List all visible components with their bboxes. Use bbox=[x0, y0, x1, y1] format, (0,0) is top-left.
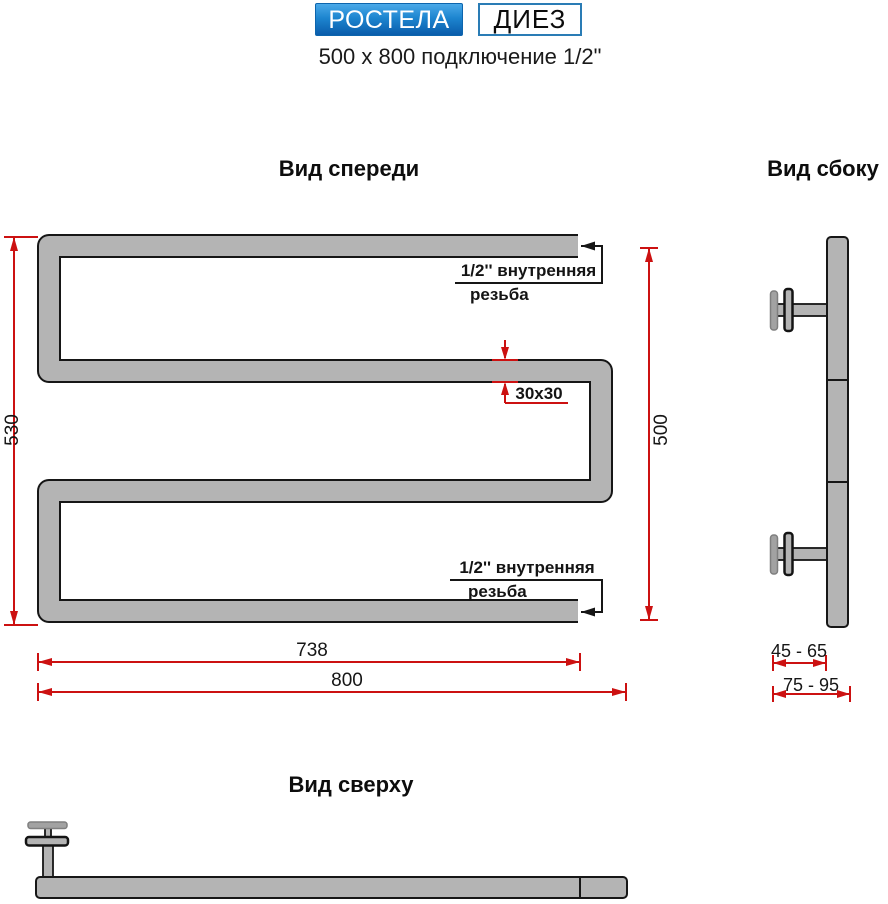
side-view-drawing bbox=[771, 237, 849, 627]
dimension-45-65-label: 45 - 65 bbox=[770, 641, 828, 661]
top-wall-plate bbox=[28, 822, 67, 829]
side-flange-top bbox=[785, 289, 793, 331]
dimension-75-95-label: 75 - 95 bbox=[782, 675, 840, 695]
side-wall-plate-top bbox=[771, 291, 778, 330]
side-view-title: Вид сбоку bbox=[767, 156, 879, 181]
brand-logo-primary: РОСТЕЛА bbox=[315, 3, 463, 36]
dimension-800-label: 800 bbox=[331, 670, 363, 691]
dimension-530-label: 530 bbox=[2, 414, 23, 446]
top-view-drawing bbox=[26, 822, 627, 898]
top-view-title: Вид сверху bbox=[288, 772, 414, 797]
thread-label-top-line2: резьба bbox=[470, 285, 529, 304]
top-rail-bar bbox=[36, 877, 627, 898]
tube-profile-label: 30x30 bbox=[515, 384, 563, 403]
top-bracket-stem bbox=[43, 844, 53, 880]
dimension-738-label: 738 bbox=[296, 640, 328, 661]
thread-label-bottom-line2: резьба bbox=[468, 582, 527, 601]
dimension-500-label: 500 bbox=[651, 414, 672, 446]
thread-label-top-line1: 1/2'' внутренняя bbox=[460, 261, 597, 280]
front-view-title: Вид спереди bbox=[278, 156, 420, 181]
side-flange-bottom bbox=[785, 533, 793, 575]
side-wall-plate-bottom bbox=[771, 535, 778, 574]
thread-label-bottom-line1: 1/2'' внутренняя bbox=[459, 558, 595, 577]
top-flange bbox=[26, 837, 68, 846]
model-subtitle: 500 x 800 подключение 1/2" bbox=[318, 44, 602, 69]
side-rail-bar bbox=[827, 237, 848, 627]
brand-logo-secondary: ДИЕЗ bbox=[478, 3, 582, 36]
